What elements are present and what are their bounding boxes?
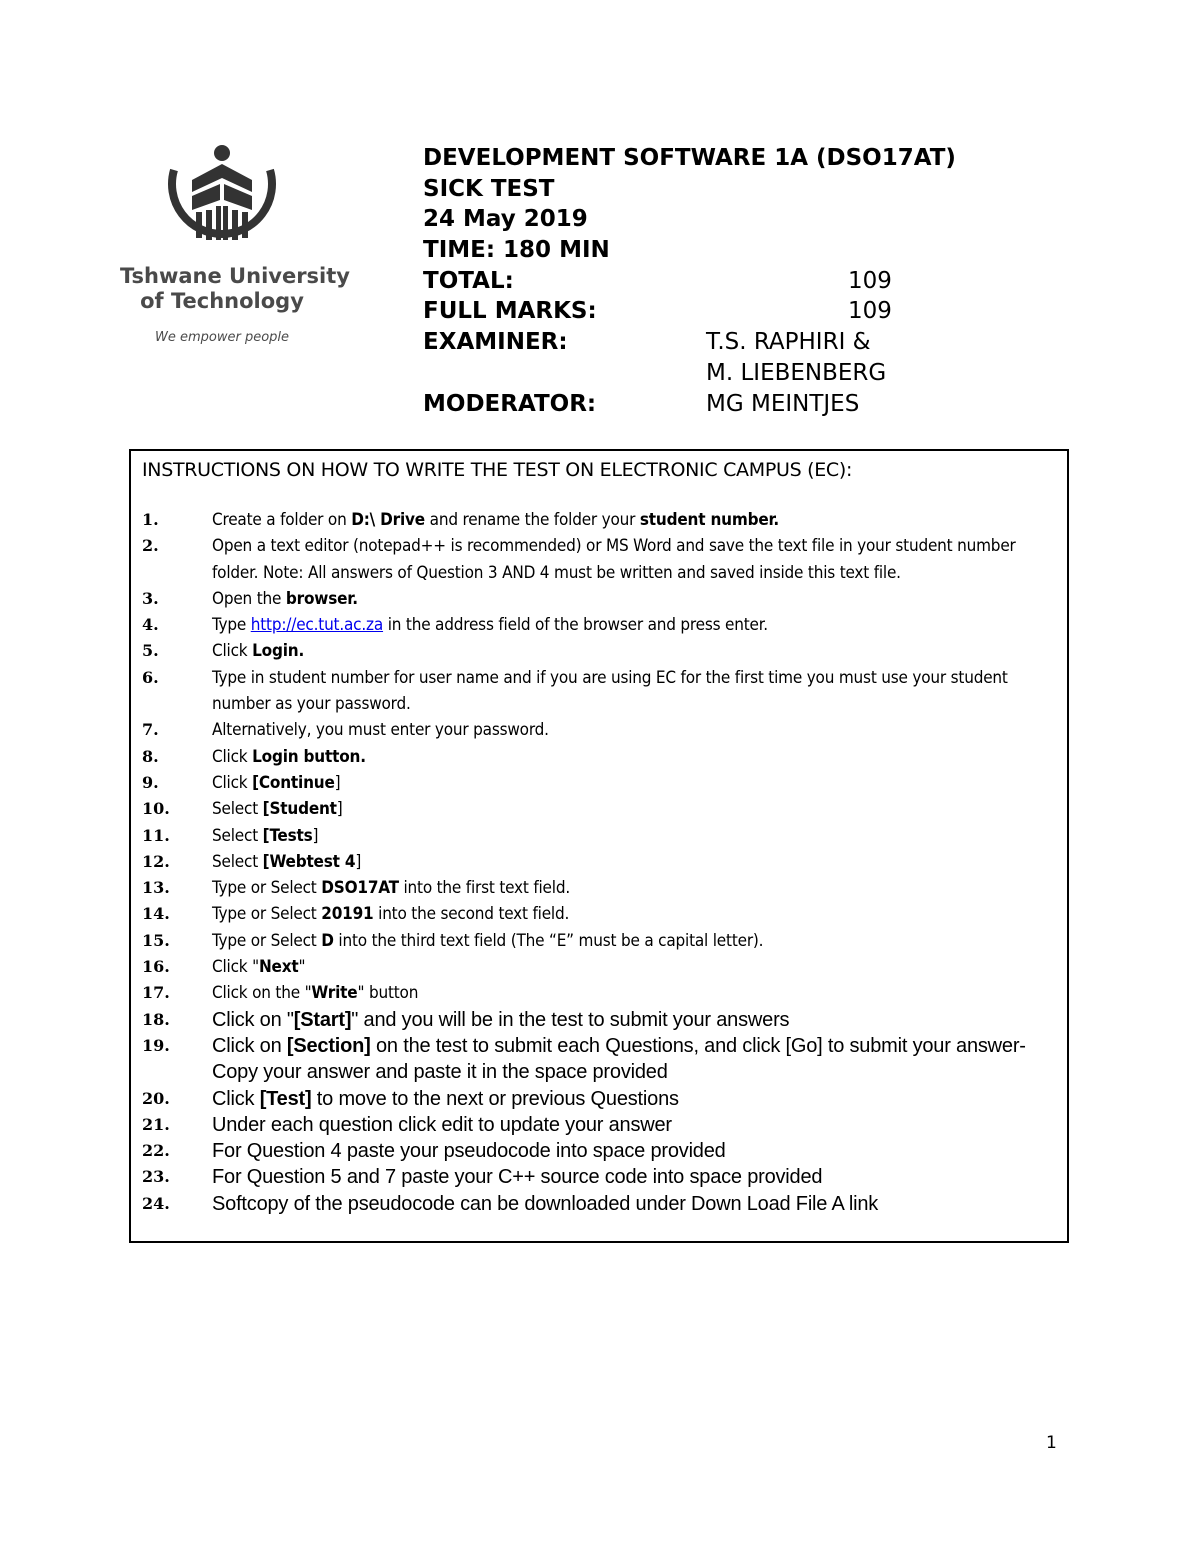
instruction-item [131,980,1067,1006]
instruction-text-part: Type in student number for user name and if you are using EC for the first time you must use your student number as your password. [212,667,1008,715]
instruction-text-part: Open a text editor (notepad++ is recommended) or MS Word and save the text file in your student number folder. Note: All answers of Question 3 AND 4 must be written and saved inside this text file. [212,536,1016,583]
instruction-text [212,638,1057,664]
instruction-emphasis: [Start] [293,1008,352,1031]
instruction-text-part: Type or Select [212,904,322,925]
instruction-text-part: " [298,957,306,978]
instruction-text-part: and rename the folder your [425,510,640,530]
instructions-title: INSTRUCTIONS ON HOW TO WRITE THE TEST ON ELECTRONIC CAMPUS (EC): [142,459,853,481]
instruction-number: 2. [142,536,159,556]
instruction-text [212,1086,1057,1112]
instruction-text-part: ] [334,772,341,793]
full-marks-row [423,296,956,327]
instruction-text [212,612,1057,638]
ec-url-link[interactable]: http://ec.tut.ac.za [250,615,384,636]
test-date: 24 May 2019 [423,206,588,233]
instruction-text-part: For Question 4 paste your pseudocode into space provided [212,1140,726,1163]
instruction-text [212,796,1057,822]
instruction-number: 21. [142,1114,170,1134]
total-row [423,266,956,297]
instruction-emphasis: D [321,930,334,951]
instruction-text-part: Open the [212,588,286,609]
instruction-text-part: Alternatively, you must enter your password. [212,720,549,741]
instruction-text [212,928,1057,954]
instruction-text [212,533,1057,586]
instruction-emphasis: Write [311,983,358,1004]
instruction-emphasis: browser. [285,588,358,609]
instruction-item [131,665,1067,718]
instruction-item [131,1086,1067,1112]
instruction-text [212,717,1057,743]
instruction-item [131,875,1067,901]
instruction-text [212,1007,1057,1033]
instruction-text-part: Type [212,615,251,636]
instruction-text [212,1138,1057,1164]
instruction-emphasis: [Continue [252,772,335,793]
instruction-text-part: into the first text field. [398,878,570,899]
instruction-text [212,954,1057,980]
instruction-text-part: ] [336,799,343,820]
course-title: DEVELOPMENT SOFTWARE 1A (DSO17AT) [423,145,956,171]
instruction-item [131,1033,1067,1086]
instruction-emphasis: D:\ Drive [351,510,425,530]
instruction-item [131,1164,1067,1190]
instruction-number: 24. [142,1193,170,1213]
full-marks-value: 109 [848,298,892,325]
instruction-item [131,507,1067,533]
university-tagline: We empower people [154,330,290,345]
instruction-emphasis: Next [258,957,299,978]
instruction-number: 6. [142,667,159,687]
moderator-value: MG MEINTJES [706,390,860,417]
instruction-text [212,849,1057,875]
instruction-item [131,638,1067,664]
instruction-text-part: " and you will be in the test to submit your answers [351,1008,790,1031]
instruction-text-part: Create a folder on [212,510,352,530]
instruction-text-part: into the third text field (The “E” must be a capital letter). [333,930,764,951]
instruction-text-part: Click on the " [212,983,312,1004]
total-label: TOTAL: [423,267,514,294]
instruction-text-part: ] [355,851,362,872]
instruction-emphasis: Login. [252,641,305,662]
test-time: TIME: 180 MIN [423,237,610,264]
instruction-text-part: ] [312,825,319,846]
instruction-number: 9. [142,772,159,792]
instruction-text-part: " button [357,983,419,1004]
instruction-text-part: to move to the next or previous Questions [311,1087,679,1110]
instruction-item [131,744,1067,770]
instruction-item [131,1007,1067,1033]
instruction-number: 3. [142,588,159,608]
examiner-label: EXAMINER: [423,329,568,356]
instruction-text-part: Click [212,772,253,793]
instruction-text-part: Select [212,851,263,872]
instruction-text [212,744,1057,770]
instruction-number: 22. [142,1141,170,1161]
instruction-number: 13. [142,878,170,898]
instruction-emphasis: [Section] [286,1034,371,1057]
full-marks-label: FULL MARKS: [423,298,597,325]
instruction-number: 16. [142,957,170,977]
instruction-item [131,928,1067,954]
instruction-number: 12. [142,851,170,871]
instruction-text [212,980,1057,1006]
instruction-text [212,507,1057,533]
moderator-row [423,389,956,420]
instruction-number: 23. [142,1167,170,1187]
instruction-item [131,770,1067,796]
test-type: SICK TEST [423,175,555,202]
instruction-emphasis: DSO17AT [321,878,399,899]
instruction-number: 18. [142,1009,170,1029]
instruction-text-part: For Question 5 and 7 paste your C++ source code into space provided [212,1166,823,1189]
instruction-emphasis: student number. [639,510,780,530]
instruction-text-part: Click [212,746,253,767]
instruction-emphasis: [Student [262,799,337,820]
instruction-emphasis: Login button. [252,746,366,767]
instructions-list [131,507,1067,1217]
instruction-number: 19. [142,1035,170,1055]
instruction-text [212,1112,1057,1138]
instruction-text [212,770,1057,796]
instruction-text [212,586,1057,612]
instruction-number: 11. [142,825,170,845]
test-header [423,143,956,419]
instruction-text [212,1033,1057,1086]
instruction-number: 1. [142,510,159,529]
instruction-number: 8. [142,746,159,766]
instruction-text [212,665,1057,718]
instruction-text-part: Type or Select [212,878,322,899]
instruction-number: 14. [142,904,170,924]
instruction-item [131,1112,1067,1138]
instruction-text [212,1191,1057,1217]
instruction-item [131,1191,1067,1217]
instruction-text [212,875,1057,901]
instruction-item [131,796,1067,822]
instruction-number: 20. [142,1088,170,1108]
instruction-item [131,586,1067,612]
instruction-text-part: Click [212,1087,260,1110]
university-name-line2: of Technology [140,289,304,313]
total-value: 109 [848,267,892,294]
instruction-item [131,717,1067,743]
moderator-label: MODERATOR: [423,390,597,417]
instruction-number: 10. [142,799,170,819]
university-name-line1: Tshwane University [120,264,350,288]
university-name [120,264,350,314]
examiner-line2: M. LIEBENBERG [706,359,887,386]
instruction-text [212,823,1057,849]
instruction-text-part: Select [212,825,263,846]
instruction-text-part: Click " [212,957,259,978]
instruction-emphasis: [Webtest 4 [262,851,356,872]
instruction-number: 4. [142,615,159,635]
page-number: 1 [1046,1433,1057,1453]
examiner-row [423,327,956,358]
tut-emblem-icon [162,140,282,260]
examiner-row-2 [423,358,956,389]
instruction-item [131,823,1067,849]
instruction-text-part: Type or Select [212,930,322,951]
instruction-item [131,612,1067,638]
instruction-item [131,849,1067,875]
instruction-number: 7. [142,720,159,740]
instruction-emphasis: [Tests [262,825,313,846]
instruction-text-part: Click [212,641,253,662]
instruction-text-part: Select [212,799,263,820]
instruction-number: 15. [142,930,170,950]
instruction-text [212,901,1057,927]
examiner-line1: T.S. RAPHIRI & [706,329,871,356]
instruction-text-part: Click on " [212,1008,294,1031]
instruction-item [131,901,1067,927]
instruction-text-part: Softcopy of the pseudocode can be downloaded under Down Load File A link [212,1192,879,1215]
instruction-emphasis: [Test] [259,1087,312,1110]
instruction-text-part: Under each question click edit to update your answer [212,1113,672,1136]
instruction-item [131,533,1067,586]
instruction-emphasis: 20191 [321,904,374,925]
instruction-text-part: in the address field of the browser and press enter. [383,615,768,636]
instruction-item [131,1138,1067,1164]
instruction-text-part: on the test to submit each Questions, and click [Go] to submit your answer- Copy your answer and paste it in the space provided [212,1034,1026,1084]
instruction-text-part: into the second text field. [373,904,570,925]
instruction-number: 17. [142,983,170,1003]
instruction-text-part: Click on [212,1034,287,1057]
instruction-number: 5. [142,641,159,661]
instruction-text [212,1164,1057,1190]
instruction-item [131,954,1067,980]
instructions-box [129,449,1069,1243]
